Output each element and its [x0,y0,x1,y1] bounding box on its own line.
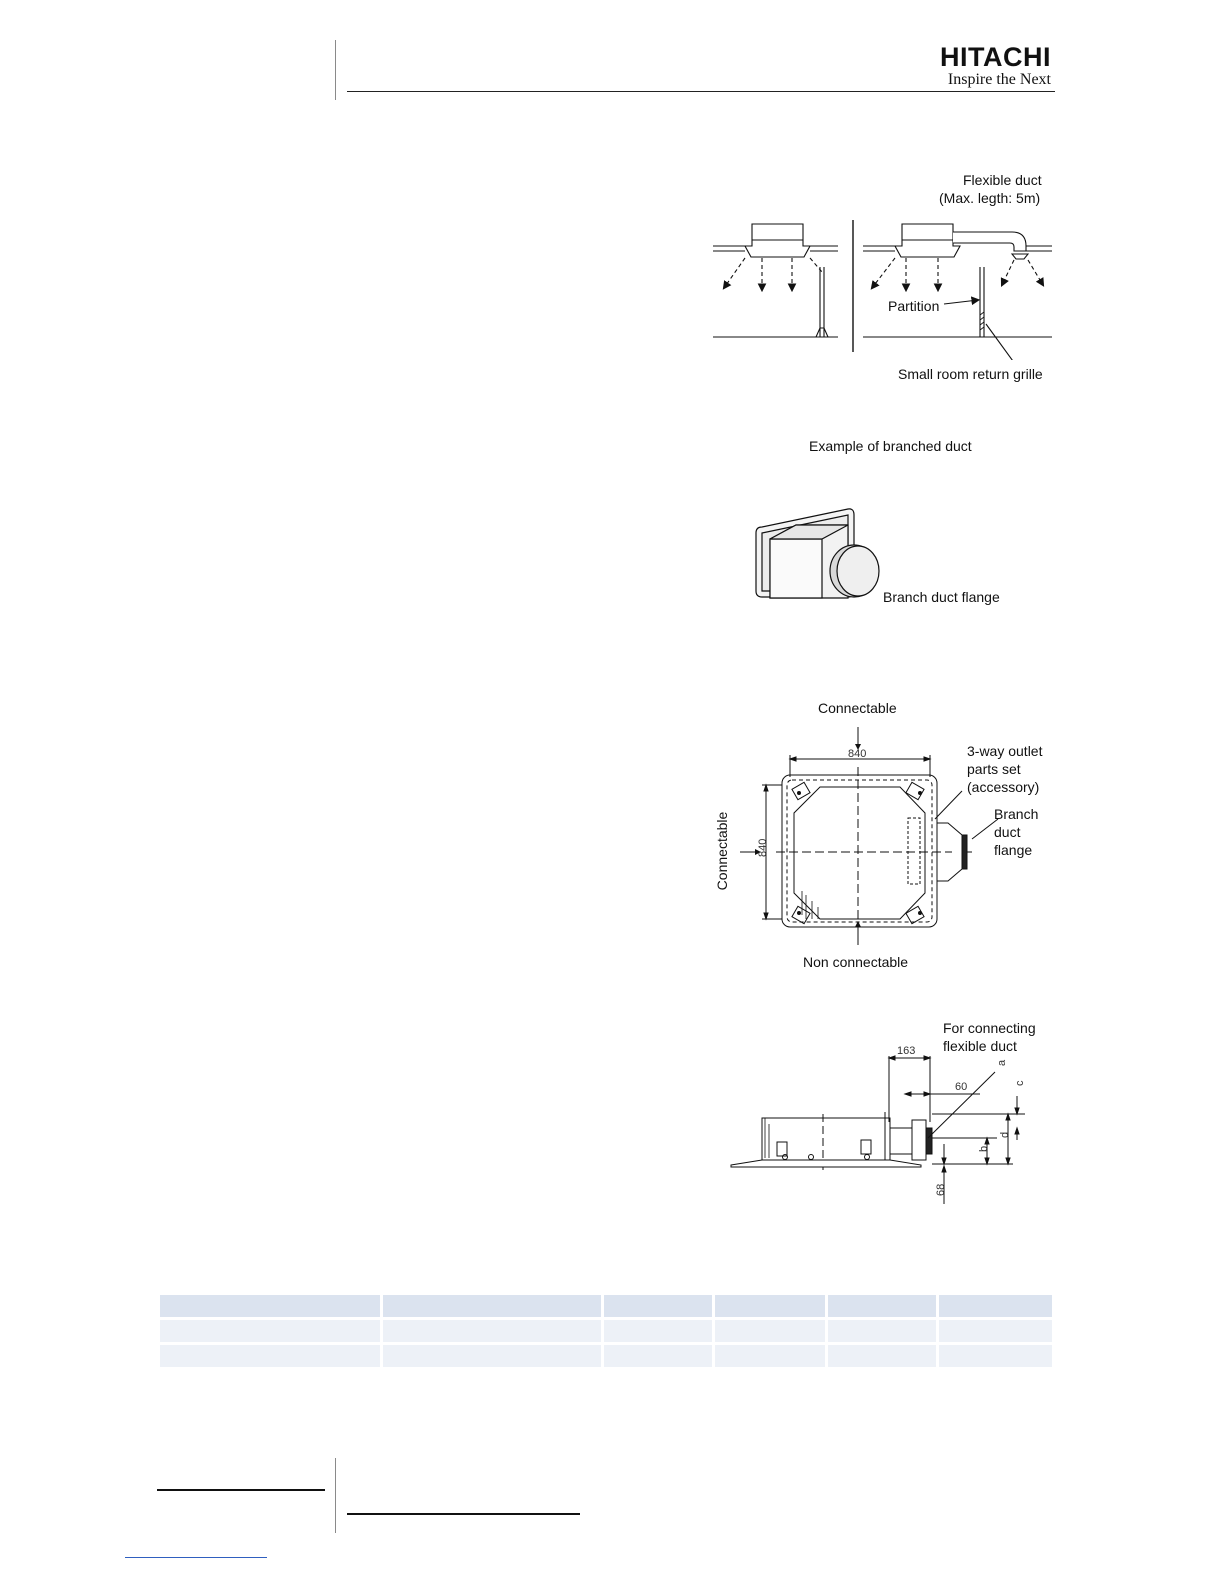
dim-68: 68 [935,1183,947,1196]
connecting-title-2: flexible duct [943,1038,1017,1054]
table-header-row [160,1295,1052,1317]
branch-flange-label-2: duct [994,824,1021,840]
plan-depth-dim: 840 [757,838,769,857]
footer-link-underline[interactable] [125,1557,267,1558]
connectable-top-label: Connectable [818,700,897,716]
plan-width-dim: 840 [848,748,867,760]
branch-duct-flange-label: Branch duct flange [883,589,1000,605]
outlet-parts-label-3: (accessory) [967,779,1040,795]
dim-a: a [996,1059,1008,1066]
dim-163: 163 [897,1045,916,1057]
branched-duct-caption: Example of branched duct [809,438,972,454]
branch-flange-label-1: Branch [994,806,1039,822]
brand-tagline: Inspire the Next [947,71,1051,88]
partition-label: Partition [888,298,940,314]
spec-table [157,1292,1055,1370]
dim-c: c [1014,1080,1026,1086]
room-duct-diagram [700,210,1070,360]
dim-d: d [999,1131,1011,1138]
outlet-parts-label-1: 3-way outlet [967,743,1043,759]
header-divider-vertical [335,40,336,100]
header-rule [347,91,1055,92]
dim-b: b [978,1145,990,1152]
footer-rule-right [347,1513,580,1515]
brand-name: HITACHI [940,42,1051,72]
table-row [160,1345,1052,1367]
plan-view-diagram [740,715,1010,955]
max-length-label: (Max. legth: 5m) [939,190,1041,206]
table-row [160,1320,1052,1342]
brand-logo [940,42,1051,88]
footer-rule-left [157,1489,325,1491]
branch-flange-label-3: flange [994,842,1033,858]
side-view-diagram [725,1040,1045,1210]
branch-duct-flange-drawing [748,503,888,603]
connectable-left-label: Connectable [714,811,730,891]
non-connectable-label: Non connectable [803,954,909,970]
connecting-title-1: For connecting [943,1020,1036,1036]
outlet-parts-label-2: parts set [967,761,1021,777]
footer-divider-vertical [335,1458,336,1533]
return-grille-label: Small room return grille [898,366,1043,382]
flexible-duct-label: Flexible duct [963,172,1042,188]
dim-60: 60 [955,1081,968,1093]
